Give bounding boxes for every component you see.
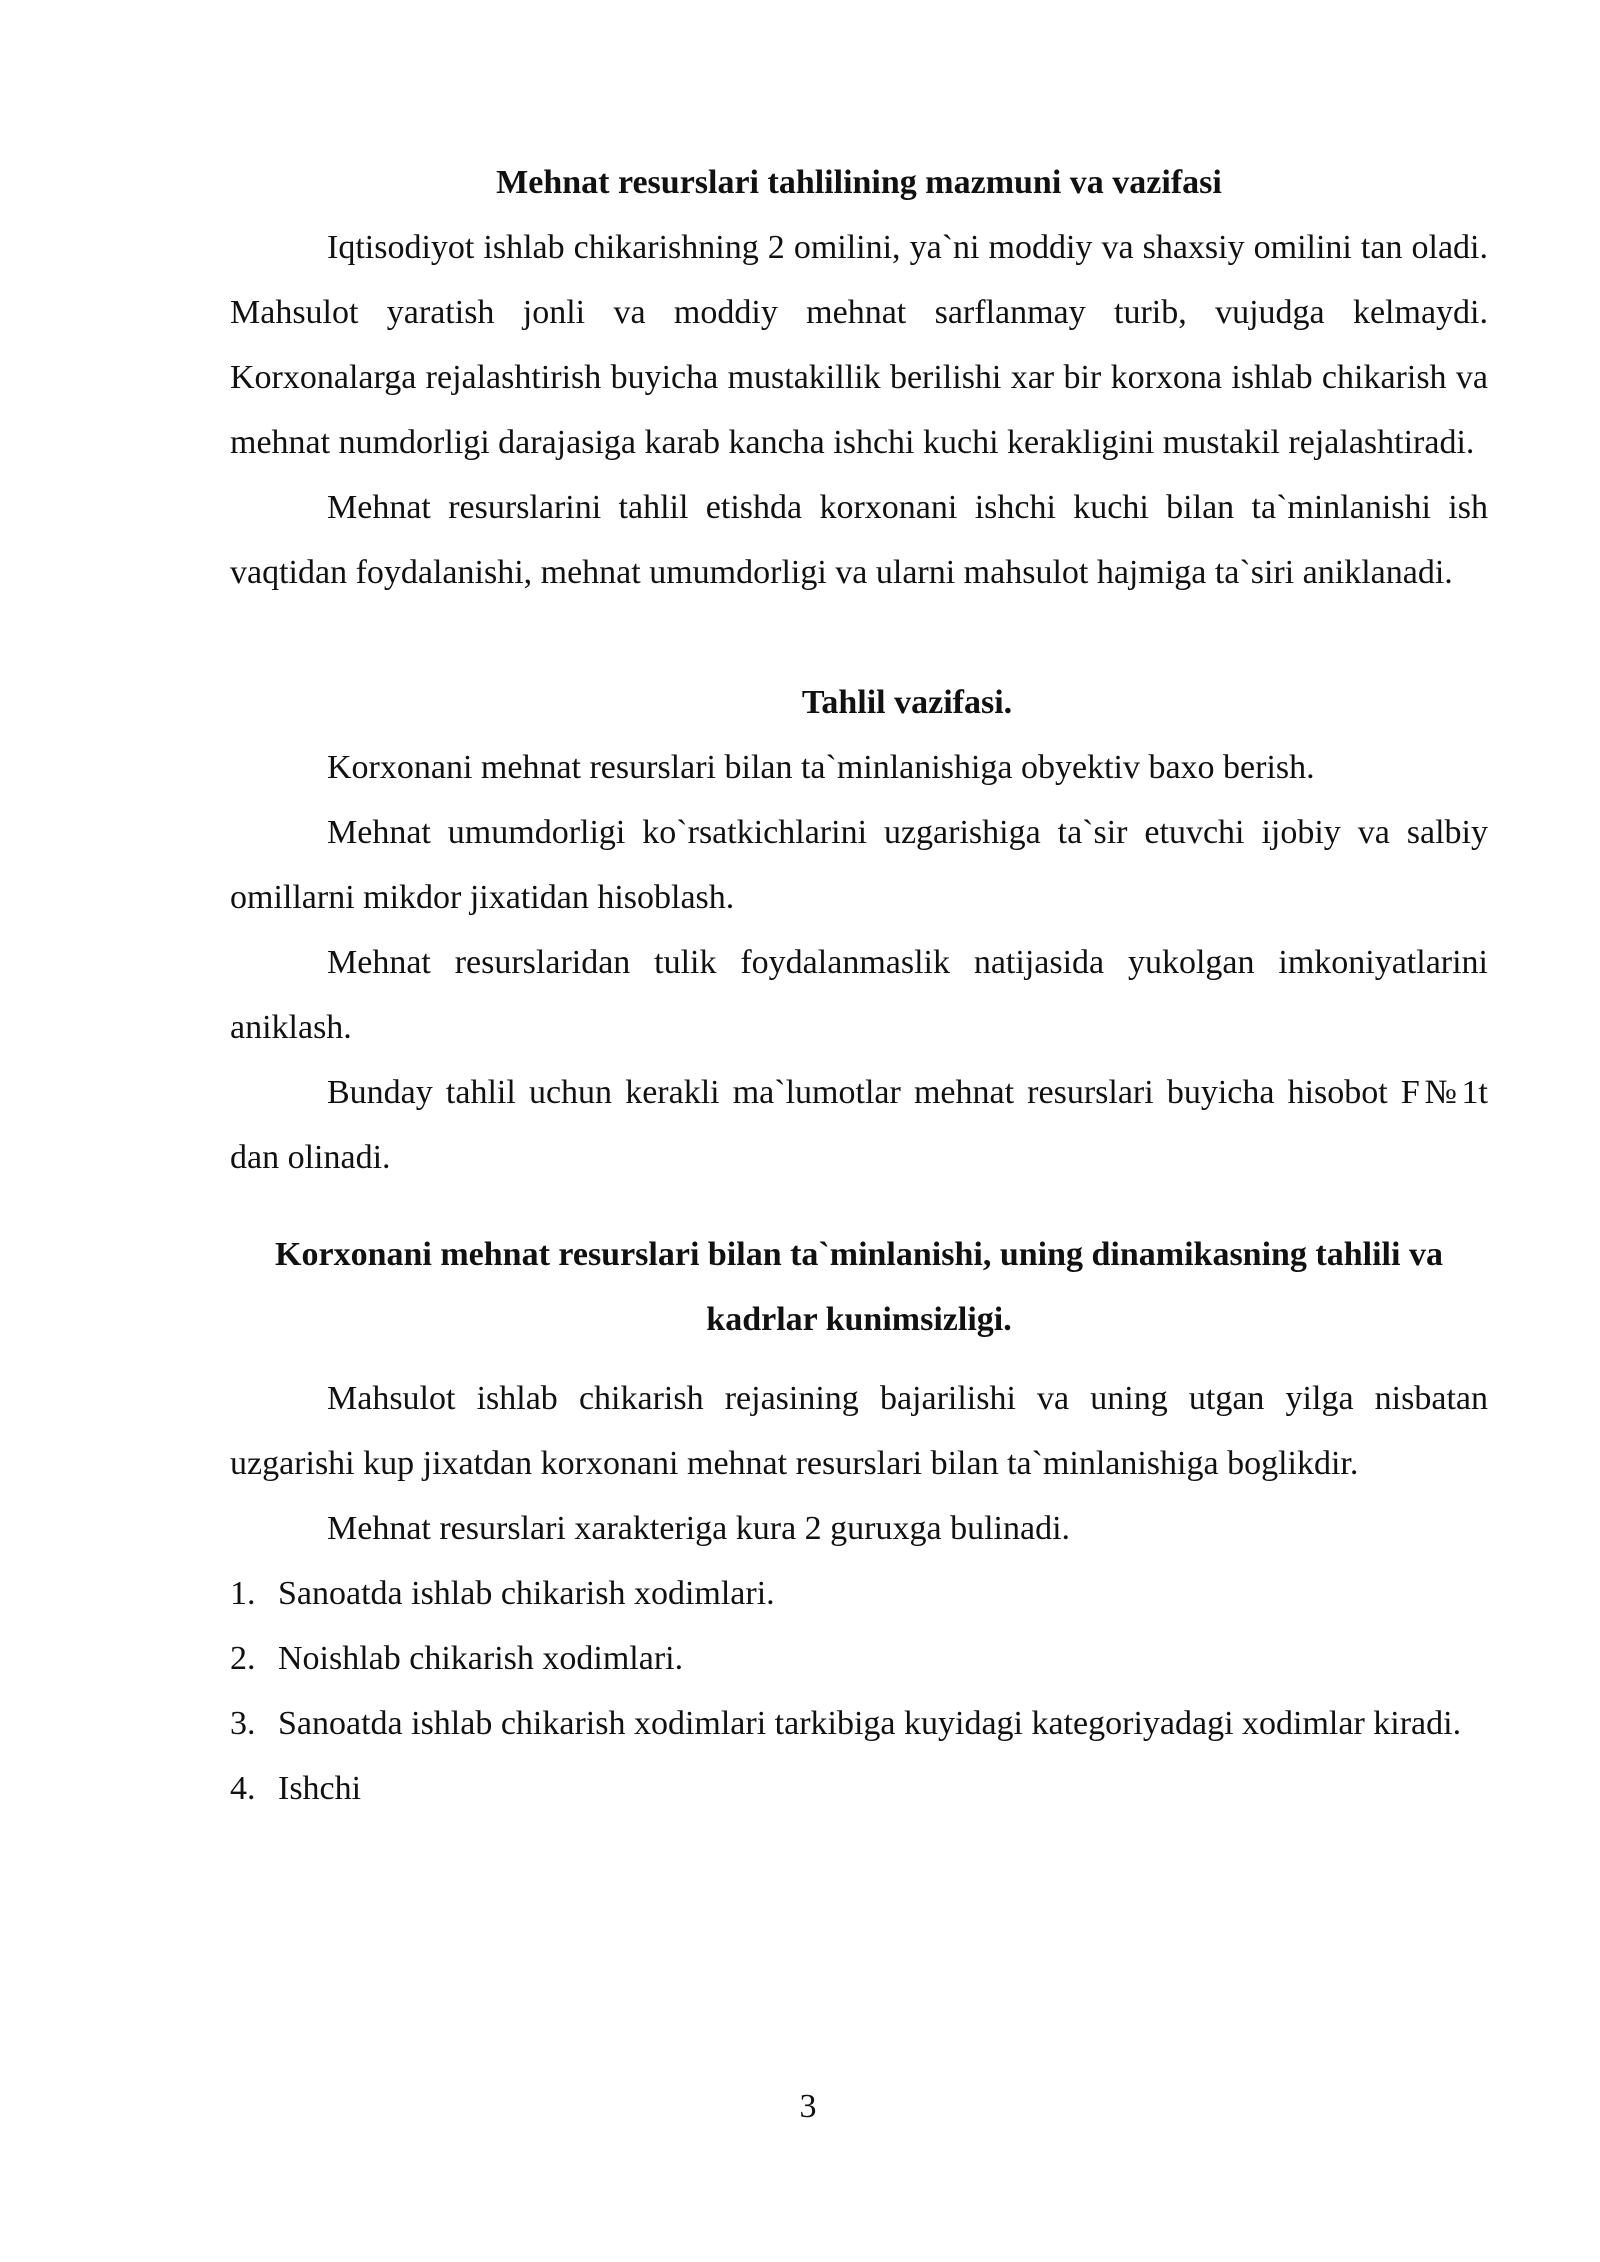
list-item-number: 4. <box>230 1770 256 1807</box>
task-paragraph: Bunday tahlil uchun kerakli ma`lumotlar mehnat resurslari buyicha hisobot F№1t dan olinadi. <box>230 1074 1488 1176</box>
list-item-text: Noishlab chikarish xodimlari. <box>278 1640 684 1677</box>
task-paragraph: Mehnat umumdorligi ko`rsatkichlarini uzgarishiga ta`sir etuvchi ijobiy va salbiy omillarni mikdor jixatidan hisoblash. <box>230 814 1488 916</box>
page-number: 3 <box>799 2088 817 2125</box>
list-item-text: Ishchi <box>278 1770 362 1807</box>
document-page <box>230 150 1488 1821</box>
task-heading: Tahlil vazifasi. <box>801 684 1013 721</box>
document-title: Mehnat resurslari tahlilining mazmuni va vazifasi <box>496 164 1222 201</box>
list-item <box>230 1561 1488 1626</box>
section-paragraph: Mehnat resurslari xarakteriga kura 2 guruxga bulinadi. <box>327 1510 1071 1547</box>
list-item-number: 3. <box>230 1705 256 1742</box>
task-paragraph: Mehnat resurslaridan tulik foydalanmaslik natijasida yukolgan imkoniyatlarini aniklash. <box>230 944 1488 1046</box>
list-item-number: 1. <box>230 1575 256 1612</box>
list-item-text: Sanoatda ishlab chikarish xodimlari tarkibiga kuyidagi kategoriyadagi xodimlar kiradi. <box>278 1705 1462 1742</box>
list-item-number: 2. <box>230 1640 256 1677</box>
numbered-list <box>230 1561 1488 1821</box>
list-item-text: Sanoatda ishlab chikarish xodimlari. <box>278 1575 775 1612</box>
task-paragraph: Korxonani mehnat resurslari bilan ta`minlanishiga obyektiv baxo berish. <box>327 749 1315 786</box>
spacer <box>230 605 1488 670</box>
intro-paragraph: Iqtisodiyot ishlab chikarishning 2 omilini, ya`ni moddiy va shaxsiy omilini tan oladi. Mahsulot yaratish jonli va moddiy mehnat sarflanmay turib, vujudga kelmaydi. Korxonalarga rejalashtirish buyicha mustakillik berilishi xar bir korxona ishlab chikarish va mehnat numdorligi darajasiga karab kancha ishchi kuchi kerakligini mustakil rejalashtiradi. <box>230 229 1488 461</box>
list-item <box>230 1691 1488 1756</box>
list-item <box>230 1756 1488 1821</box>
section-heading: Korxonani mehnat resurslari bilan ta`minlanishi, uning dinamikasning tahlili va kadrlar kunimsizligi. <box>275 1236 1443 1338</box>
intro-paragraph: Mehnat resurslarini tahlil etishda korxonani ishchi kuchi bilan ta`minlanishi ish vaqtidan foydalanishi, mehnat umumdorligi va ularni mahsulot hajmiga ta`siri aniklanadi. <box>230 489 1488 591</box>
section-paragraph: Mahsulot ishlab chikarish rejasining bajarilishi va uning utgan yilga nisbatan uzgarishi kup jixatdan korxonani mehnat resurslari bilan ta`minlanishiga boglikdir. <box>230 1380 1488 1482</box>
list-item <box>230 1626 1488 1691</box>
